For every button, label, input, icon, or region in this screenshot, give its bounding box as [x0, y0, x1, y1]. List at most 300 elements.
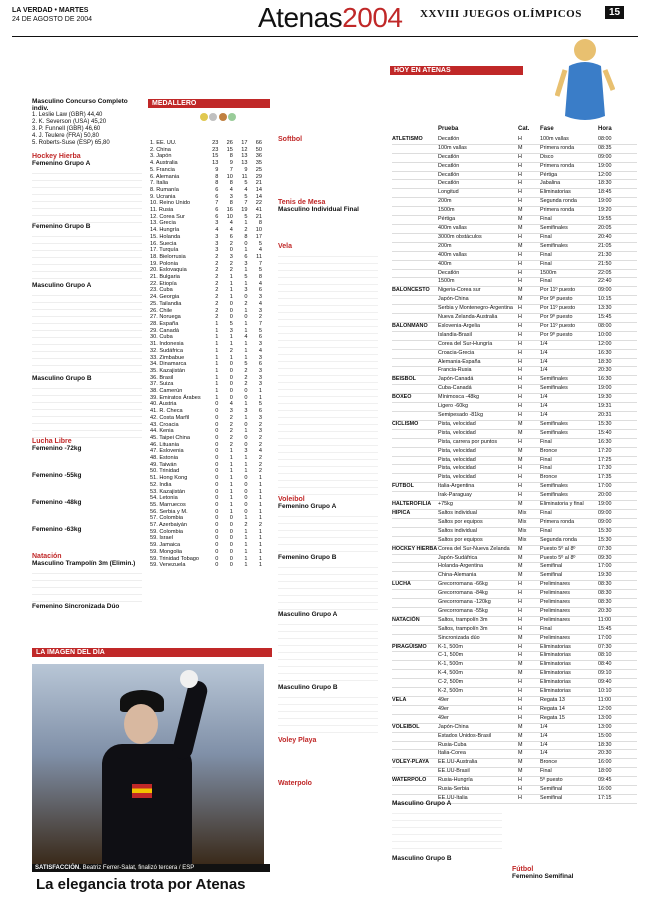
phase: 1/4 — [540, 750, 548, 757]
time: 19:00 — [598, 162, 612, 169]
category: M — [518, 768, 523, 775]
sport-name — [392, 270, 438, 278]
time: 17:20 — [598, 447, 612, 454]
lucha-55: Femenino -55kg — [32, 472, 82, 479]
sport-name — [392, 537, 438, 545]
sport-name — [392, 457, 438, 465]
tenis-title: Tenis de Mesa — [278, 199, 326, 206]
country-name: 16. Suecia — [150, 240, 177, 247]
sport-name: BOXEO — [392, 394, 412, 401]
schedule-row — [392, 278, 637, 287]
medal-count: 6 — [215, 213, 219, 220]
event-name: Decatlón — [438, 269, 460, 276]
medal-row — [150, 308, 262, 315]
sport-name: VOLEIBOL — [392, 723, 420, 730]
event-name: Nigeria-Corea sur — [438, 287, 481, 294]
medal-count: 10 — [226, 213, 233, 220]
event-name: Nueva Zelanda-Australia — [438, 314, 498, 321]
medal-count: 1 — [258, 555, 262, 562]
medal-count: 21 — [255, 180, 262, 187]
paper-name: LA VERDAD • MARTES — [12, 7, 89, 14]
schedule-row — [392, 608, 637, 617]
category: M — [518, 563, 523, 570]
medal-row — [150, 448, 262, 455]
medal-count: 2 — [258, 434, 262, 441]
photo-coat — [102, 744, 192, 864]
time: 17:00 — [598, 483, 612, 490]
medal-count: 35 — [255, 160, 262, 167]
category: H — [518, 688, 522, 695]
country-name: 59. Trinidad Tobago — [150, 555, 200, 562]
medal-row — [150, 147, 262, 154]
schedule-row — [392, 198, 637, 207]
schedule-row — [392, 590, 637, 599]
medal-count: 0 — [229, 528, 233, 535]
schedule-row — [392, 332, 637, 341]
hockey-masc-a-table — [32, 289, 142, 375]
medal-count: 4 — [244, 334, 248, 341]
medal-row — [150, 153, 262, 160]
concurso-title: Masculino Concurso Completo indiv. — [32, 98, 128, 112]
phase: Semifinales — [540, 420, 568, 427]
event-name: Pista, velocidad — [438, 465, 476, 472]
softbol-title: Softbol — [278, 136, 303, 143]
medal-count: 1 — [244, 542, 248, 549]
category: H — [518, 251, 522, 258]
medal-count: 41 — [255, 207, 262, 214]
medal-count: 3 — [244, 448, 248, 455]
time: 09:40 — [598, 679, 612, 686]
event-name: EE.UU-Brasil — [438, 768, 470, 775]
medal-count: 15 — [226, 146, 233, 153]
time: 15:40 — [598, 429, 612, 436]
event-name: 100m vallas — [438, 144, 467, 151]
phase: 1/4 — [540, 340, 548, 347]
time: 08:00 — [598, 322, 612, 329]
sport-name — [392, 412, 438, 420]
schedule-row — [392, 189, 637, 198]
schedule-row — [392, 750, 637, 759]
lucha-72: Femenino -72kg — [32, 445, 82, 452]
br-masc-b: Masculino Grupo B — [392, 855, 452, 862]
concurso-row: 2. K. Severson (USA) 45,20 — [32, 119, 107, 125]
event-name: Mínimosca -48kg — [438, 394, 480, 401]
medal-count: 3 — [258, 414, 262, 421]
schedule-row — [392, 474, 637, 483]
medal-row — [150, 455, 262, 462]
medal-count: 8 — [229, 153, 233, 160]
phase: Final — [540, 251, 552, 258]
medal-count: 5 — [244, 193, 248, 200]
event-name: Corea del Sur-Hungría — [438, 340, 493, 347]
country-name: 43. Croacia — [150, 421, 179, 428]
event-name: 1500m — [438, 278, 455, 285]
time: 16:00 — [598, 786, 612, 793]
medal-count: 0 — [215, 448, 219, 455]
time: 08:10 — [598, 652, 612, 659]
schedule-row — [392, 510, 637, 519]
schedule-row — [392, 136, 637, 145]
category: H — [518, 331, 522, 338]
medal-count: 1 — [244, 515, 248, 522]
vol-fem-b: Femenino Grupo B — [278, 554, 337, 561]
medal-count: 2 — [215, 287, 219, 294]
sport-name — [392, 528, 438, 536]
country-name: 7. Italia — [150, 180, 169, 187]
country-name: 37. Suiza — [150, 381, 174, 388]
medal-row — [150, 522, 262, 529]
country-name: 59. Jamaica — [150, 542, 181, 549]
schedule-row — [392, 412, 637, 421]
phase: Final — [540, 278, 552, 285]
time: 08:30 — [598, 590, 612, 597]
medal-count: 2 — [229, 428, 233, 435]
vol-masc-b-table — [278, 691, 378, 737]
country-name: 40. Austria — [150, 401, 177, 408]
event-name: Saltos individual — [438, 527, 477, 534]
tenis-final-title: Masculino Individual Final — [278, 206, 359, 213]
medal-count: 5 — [258, 327, 262, 334]
bottom-mid — [392, 800, 502, 862]
time: 16:30 — [598, 376, 612, 383]
country-name: 4. Australia — [150, 160, 178, 167]
concurso-row: 1. Leslie Law (GBR) 44,40 — [32, 112, 103, 118]
schedule-row — [392, 145, 637, 154]
medal-count: 0 — [215, 528, 219, 535]
phase: Por 9º puesto — [540, 296, 573, 303]
medal-count: 6 — [215, 207, 219, 214]
category: H — [518, 340, 522, 347]
country-name: 51. Hong Kong — [150, 475, 188, 482]
event-name: Estados Unidos-Brasil — [438, 732, 492, 739]
medal-count: 9 — [229, 160, 233, 167]
event-name: Japón-Sudáfrica — [438, 554, 478, 561]
medal-row — [150, 321, 262, 328]
event-name: Sincronizada dúo — [438, 634, 480, 641]
medal-count: 22 — [255, 200, 262, 207]
time: 15:45 — [598, 314, 612, 321]
event-name: Pista, carrera por puntos — [438, 438, 498, 445]
country-name: 39. Emiratos Árabes — [150, 394, 201, 401]
phase: Semifinales — [540, 224, 568, 231]
phase: Preliminares — [540, 607, 570, 614]
sport-name — [392, 261, 438, 269]
phase: Eliminatorias — [540, 679, 571, 686]
medal-count: 1 — [244, 401, 248, 408]
medal-count: 1 — [258, 508, 262, 515]
category: H — [518, 679, 522, 686]
country-name: 47. Eslovenia — [150, 448, 184, 455]
sport-name — [392, 608, 438, 616]
country-name: 24. Georgia — [150, 294, 180, 301]
country-name: 53. Kazajistán — [150, 488, 186, 495]
sport-name — [392, 180, 438, 188]
phase: Por 11º puesto — [540, 287, 576, 294]
time: 18:00 — [598, 768, 612, 775]
hoy-table — [392, 126, 637, 804]
sport-name — [392, 679, 438, 687]
event-name: 400m vallas — [438, 251, 467, 258]
medal-count: 0 — [215, 508, 219, 515]
medal-count: 0 — [215, 555, 219, 562]
category: H — [518, 385, 522, 392]
sport-name: LUCHA — [392, 581, 411, 588]
phase: Preliminares — [540, 599, 570, 606]
medal-count: 0 — [244, 441, 248, 448]
category: H — [518, 171, 522, 178]
medal-count: 3 — [244, 260, 248, 267]
schedule-row — [392, 742, 637, 751]
event-name: Rusia-Cuba — [438, 741, 467, 748]
hoy-rows — [392, 136, 637, 804]
schedule-row — [392, 768, 637, 777]
medal-count: 0 — [229, 300, 233, 307]
event-name: Saltos, trampolín 3m — [438, 625, 488, 632]
medal-count: 1 — [258, 515, 262, 522]
event-name: EE.UU-Italia — [438, 794, 468, 801]
time: 20:00 — [598, 492, 612, 499]
time: 16:30 — [598, 438, 612, 445]
category: M — [518, 144, 523, 151]
schedule-row — [392, 697, 637, 706]
sport-name: ATLETISMO — [392, 135, 423, 142]
medal-count: 0 — [215, 475, 219, 482]
sport-name: WATERPOLO — [392, 777, 427, 784]
medal-count: 6 — [258, 408, 262, 415]
medal-count: 1 — [229, 334, 233, 341]
medal-count: 8 — [258, 274, 262, 281]
medal-row — [150, 408, 262, 415]
medal-count: 0 — [215, 434, 219, 441]
country-name: 57. Azerbaiyán — [150, 522, 188, 529]
phase: 1/4 — [540, 367, 548, 374]
event-name: Japón-Canadá — [438, 376, 474, 383]
category: H — [518, 777, 522, 784]
masthead-title — [258, 2, 402, 34]
left-column — [32, 98, 142, 610]
phase: Eliminatorias — [540, 670, 571, 677]
medal-count: 11 — [241, 173, 248, 180]
time: 13:30 — [598, 305, 612, 312]
category: H — [518, 314, 522, 321]
time: 09:10 — [598, 670, 612, 677]
schedule-row — [392, 465, 637, 474]
medal-count: 23 — [212, 140, 219, 146]
category: H — [518, 153, 522, 160]
category: M — [518, 554, 523, 561]
medal-count: 2 — [258, 522, 262, 529]
country-name: 23. Cuba — [150, 287, 173, 294]
medal-count: 0 — [229, 555, 233, 562]
category: H — [518, 269, 522, 276]
country-name: 6. Alemania — [150, 173, 180, 180]
schedule-row — [392, 563, 637, 572]
country-name: 17. Turquía — [150, 247, 179, 254]
schedule-row — [392, 635, 637, 644]
category: H — [518, 607, 522, 614]
col-fase: Fase — [540, 126, 554, 132]
category: H — [518, 483, 522, 490]
event-name: Decatlón — [438, 153, 460, 160]
photo-rider — [32, 664, 264, 864]
category: H — [518, 135, 522, 142]
event-name: Rusia-Serbia — [438, 786, 470, 793]
medal-count: 0 — [215, 501, 219, 508]
medal-count: 1 — [229, 475, 233, 482]
medal-count: 7 — [244, 200, 248, 207]
medal-count: 4 — [258, 347, 262, 354]
time: 17:35 — [598, 474, 612, 481]
event-name: Decatlón — [438, 180, 460, 187]
phase: Final — [540, 456, 552, 463]
medal-count: 7 — [215, 200, 219, 207]
medal-count: 2 — [244, 522, 248, 529]
phase: Final — [540, 438, 552, 445]
schedule-row — [392, 234, 637, 243]
country-name: 41. R. Checa — [150, 408, 183, 415]
medal-row — [150, 381, 262, 388]
phase: Eliminatoria y final — [540, 501, 584, 508]
medal-count: 8 — [229, 200, 233, 207]
medal-row — [150, 207, 262, 214]
phase: Final — [540, 465, 552, 472]
category: M — [518, 501, 523, 508]
event-name: Rusia-Hungría — [438, 777, 473, 784]
event-name: Grecorromana -66kg — [438, 581, 488, 588]
country-name: 31. Indonesia — [150, 341, 184, 348]
medal-count: 4 — [229, 186, 233, 193]
medal-row — [150, 509, 262, 516]
event-name: Francia-Rusia — [438, 367, 472, 374]
category: M — [518, 420, 523, 427]
medal-count: 0 — [215, 562, 219, 569]
spacer — [32, 506, 142, 526]
sport-name — [392, 652, 438, 660]
sport-name — [392, 385, 438, 393]
category: H — [518, 474, 522, 481]
country-name: 46. Lituania — [150, 441, 179, 448]
medal-row — [150, 247, 262, 254]
medal-count: 2 — [258, 455, 262, 462]
phase: Puesto 5º al 8º — [540, 545, 576, 552]
medal-count: 1 — [258, 488, 262, 495]
time: 21:05 — [598, 242, 612, 249]
hockey-masc-b-table — [32, 382, 142, 438]
medal-row — [150, 194, 262, 201]
sport-name — [392, 555, 438, 563]
medal-count: 0 — [215, 421, 219, 428]
country-name: 49. Taiwán — [150, 461, 177, 468]
sport-name — [392, 234, 438, 242]
time: 10:15 — [598, 296, 612, 303]
medal-count: 1 — [229, 468, 233, 475]
phase: Segunda ronda — [540, 536, 577, 543]
phase: Eliminatorias — [540, 643, 571, 650]
sport-name: BEISBOL — [392, 376, 416, 383]
medal-row — [150, 482, 262, 489]
medal-row — [150, 468, 262, 475]
spacer — [278, 213, 378, 243]
sport-name — [392, 430, 438, 438]
category: M — [518, 216, 523, 223]
medal-count: 1 — [244, 307, 248, 314]
medal-count: 2 — [244, 227, 248, 234]
time: 08:00 — [598, 135, 612, 142]
category: H — [518, 705, 522, 712]
medal-count: 1 — [215, 341, 219, 348]
medal-count: 8 — [215, 173, 219, 180]
schedule-row — [392, 661, 637, 670]
medal-row — [150, 234, 262, 241]
medal-count: 0 — [229, 307, 233, 314]
event-name: Grecorromana -120kg — [438, 599, 491, 606]
total-icon — [228, 113, 236, 121]
medal-count: 8 — [244, 233, 248, 240]
phase: Final — [540, 625, 552, 632]
medal-count: 1 — [244, 267, 248, 274]
medal-count: 0 — [244, 488, 248, 495]
medal-count: 0 — [215, 542, 219, 549]
trampolin-title: Masculino Trampolín 3m (Elimin.) — [32, 560, 136, 567]
medal-count: 1 — [229, 448, 233, 455]
medal-count: 13 — [241, 160, 248, 167]
phase: Bronce — [540, 759, 558, 766]
medal-count: 0 — [215, 408, 219, 415]
country-name: 21. Bulgaria — [150, 274, 180, 281]
phase: Final — [540, 216, 552, 223]
sincro-title: Femenino Sincronizada Dúo — [32, 603, 120, 610]
event-name: 49er — [438, 705, 449, 712]
medal-row — [150, 462, 262, 469]
time: 20:30 — [598, 367, 612, 374]
medal-row — [150, 200, 262, 207]
medal-count: 0 — [244, 314, 248, 321]
medal-count: 0 — [244, 421, 248, 428]
medal-count: 0 — [244, 508, 248, 515]
event-name: Italia-Argentina — [438, 483, 475, 490]
medal-count: 1 — [258, 535, 262, 542]
phase: Semifinales — [540, 483, 568, 490]
country-name: 22. Etiopía — [150, 280, 177, 287]
medal-count: 2 — [215, 267, 219, 274]
medal-count: 1 — [244, 320, 248, 327]
country-name: 32. Sudáfrica — [150, 347, 183, 354]
phase: Preliminares — [540, 634, 570, 641]
medal-count: 2 — [215, 253, 219, 260]
medal-count: 0 — [229, 367, 233, 374]
event-name: Islandia-Brasil — [438, 331, 472, 338]
medal-count: 0 — [244, 240, 248, 247]
medal-count: 2 — [229, 414, 233, 421]
event-name: Japón-China — [438, 723, 469, 730]
medal-count: 5 — [258, 267, 262, 274]
country-name: 50. Trinidad — [150, 468, 180, 475]
medal-count: 0 — [215, 461, 219, 468]
category: H — [518, 180, 522, 187]
medal-count: 6 — [229, 233, 233, 240]
phase: Regata 13 — [540, 697, 565, 703]
medal-count: 1 — [244, 341, 248, 348]
sport-name — [392, 661, 438, 669]
country-name: 54. Letonia — [150, 495, 178, 502]
medal-count: 3 — [229, 253, 233, 260]
medal-count: 16 — [226, 207, 233, 214]
bottom-right — [512, 866, 632, 880]
country-name: 59. Colombia — [150, 528, 183, 535]
phase: Semifinales — [540, 492, 568, 499]
medal-row — [150, 214, 262, 221]
medal-count: 21 — [255, 213, 262, 220]
